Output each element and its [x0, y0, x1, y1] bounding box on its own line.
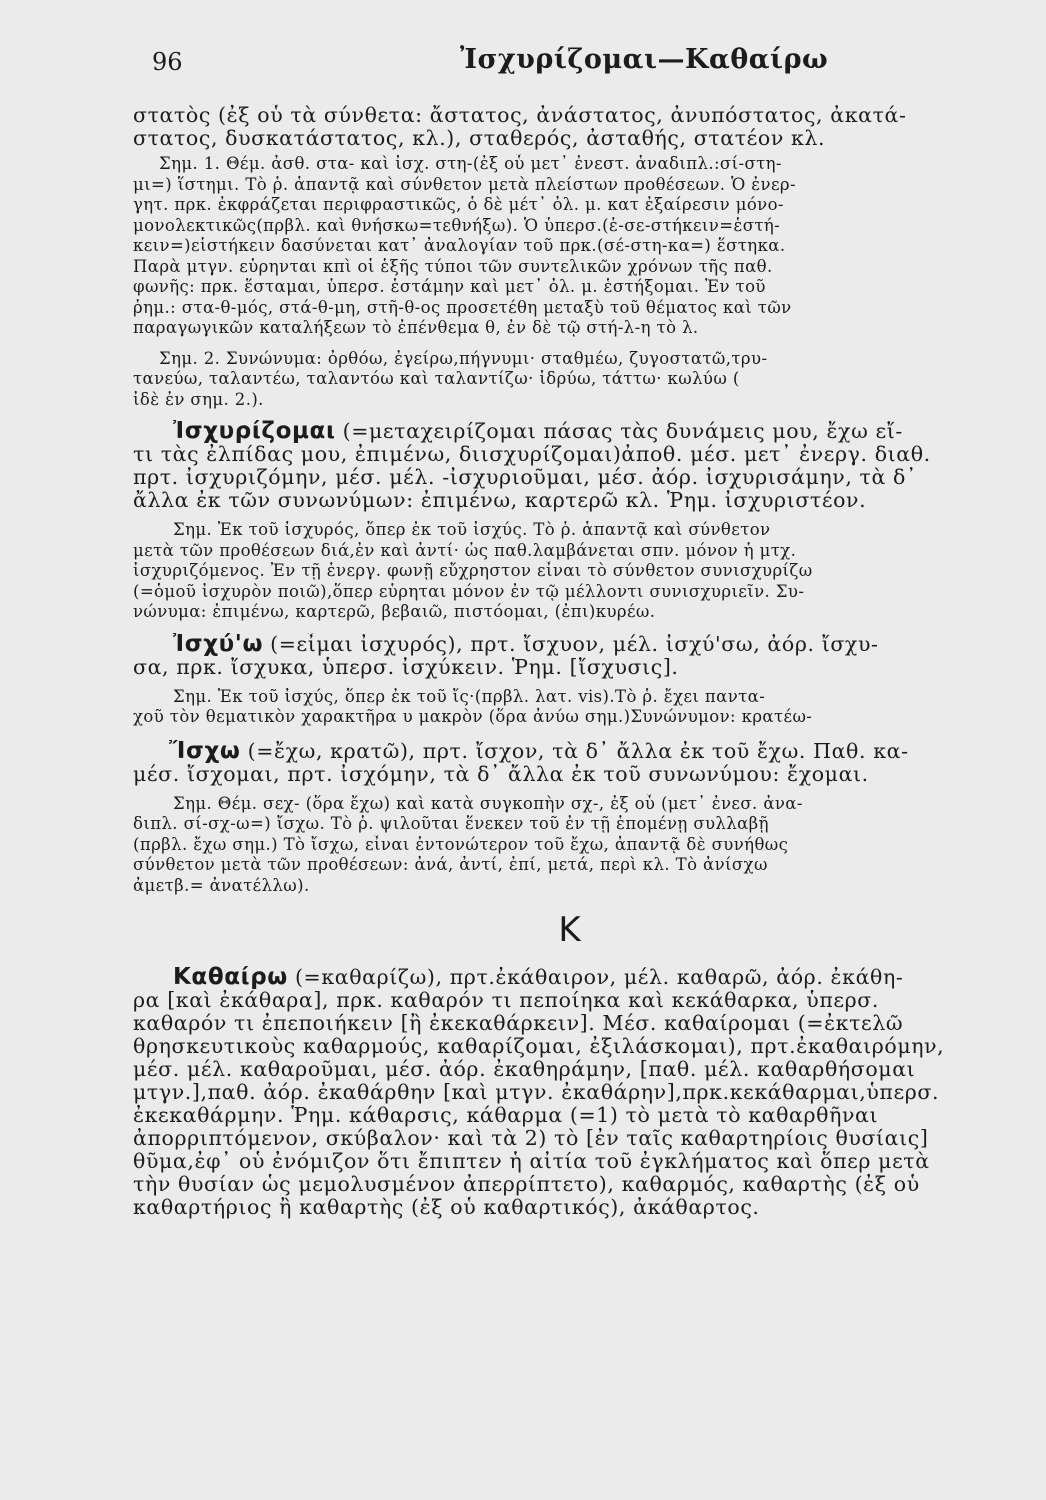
note-line: Σημ. 1. Θέμ. ἀσθ. στα- καὶ ἰσχ. στη-(ἐξ οὗ μετ᾽ ἐνεστ. ἀναδιπλ.:σί-στη- [159, 154, 782, 173]
note-line: (πρβλ. ἔχω σημ.) Τὸ ἴσχω, εἶναι ἐντονώτερον τοῦ ἔχω, ἀπαντᾷ δὲ συνήθως [133, 834, 789, 854]
running-head: Ἰσχυρίζομαι—Καθαίρω [460, 44, 829, 75]
note-line: νώνυμα: ἐπιμένω, καρτερῶ, βεβαιῶ, πιστόομαι, (ἐπι)κυρέω. [133, 602, 656, 621]
entry-first-line [133, 420, 1046, 443]
text-line: θρησκευτικοὺς καθαρμούς, καθαρίζομαι, ἐξιλάσκομαι), πρτ.ἐκαθαιρόμην, [133, 1035, 945, 1058]
note-line: ἰδὲ ἐν σημ. 2.). [133, 389, 264, 409]
entry-ischo [133, 740, 1046, 897]
page-header [0, 44, 1046, 84]
entry-text: (=ἔχω, κρατῶ), πρτ. ἴσχον, τὰ δ᾽ ἄλλα ἐκ τοῦ ἔχω. Παθ. κα- [240, 739, 909, 763]
note-line: χοῦ τὸν θεματικὸν χαρακτῆρα υ μακρὸν (ὅρα ἀνύω σημ.)Συνώνυμον: κρατέω- [133, 707, 813, 726]
note-line: μι=) ἵστημι. Τὸ ῥ. ἁπαντᾷ καὶ σύνθετον μετὰ πλείστων προθέσεων. Ὁ ἐνερ- [133, 174, 796, 194]
text-line: ἀπορριπτόμενον, σκύβαλον· καὶ τὰ 2) τὸ [ἐν ταῖς καθαρτηρίοις θυσίαις] [133, 1127, 929, 1150]
text-line: μτγν.],παθ. ἀόρ. ἐκαθάρθην [καὶ μτγν. ἐκαθάρην],πρκ.κεκάθαρμαι,ὑπερσ. [133, 1081, 940, 1104]
text-line: μέσ. ἴσχομαι, πρτ. ἰσχόμην, τὰ δ᾽ ἄλλα ἐκ τοῦ συνωνύμου: ἔχομαι. [133, 762, 869, 786]
entry-first-line [133, 740, 1046, 763]
note-line: σύνθετον μετὰ τῶν προθέσεων: ἀνά, ἀντί, ἐπί, μετά, περὶ κλ. Τὸ ἀνίσχω [133, 855, 768, 874]
entry-lemma: Ἰσχύ'ω [173, 632, 264, 656]
note-line: τανεύω, ταλαντέω, ταλαντόω καὶ ταλαντίζω· ἱδρύω, τάττω· κωλύω ( [133, 369, 740, 388]
entry-lemma: Καθαίρω [173, 966, 288, 989]
note-line: Σημ. Θέμ. σεχ- (ὅρα ἔχω) καὶ κατὰ συγκοπὴν σχ-, ἐξ οὗ (μετ᾽ ἐνεσ. ἀνα- [173, 793, 803, 813]
note-2 [133, 349, 1046, 411]
entry-first-line [133, 966, 1046, 989]
text-line: τὴν θυσίαν ὡς μεμολυσμένον ἀπερρίπτετο), καθαρμός, καθαρτὴς (ἐξ οὗ [133, 1173, 920, 1196]
text-line: στατὸς (ἐξ οὗ τὰ σύνθετα: ἄστατος, ἀνάστατος, ἀνυπόστατος, ἀκατά- [133, 104, 907, 127]
entry-lemma: Ἴσχω [169, 739, 241, 763]
note-1 [133, 154, 1046, 339]
note-line: ῥημ.: στα-θ-μός, στά-θ-μη, στῆ-θ-ος προσετέθη μεταξὺ τοῦ θέματος καὶ τῶν [133, 297, 792, 317]
entry-kathairo [133, 966, 1046, 1219]
text-line: καθαρτήριος ἢ καθαρτὴς (ἐξ οὗ καθαρτικός), ἀκάθαρτος. [133, 1196, 760, 1219]
text-line: τι τὰς ἐλπίδας μου, ἐπιμένω, διισχυρίζομαι)ἀποθ. μέσ. μετ᾽ ἐνεργ. διαθ. [133, 443, 931, 466]
note-line: Σημ. 2. Συνώνυμα: ὀρθόω, ἐγείρω,πήγνυμι· σταθμέω, ζυγοστατῶ,τρυ- [159, 348, 768, 368]
text-line: ρα [καὶ ἐκάθαρα], πρκ. καθαρόν τι πεποίηκα καὶ κεκάθαρκα, ὑπερσ. [133, 989, 880, 1012]
text-line: μέσ. μέλ. καθαροῦμαι, μέσ. ἀόρ. ἐκαθηράμην, [παθ. μέλ. καθαρθήσομαι [133, 1058, 916, 1081]
note-line: μονολεκτικῶς(πρβλ. καὶ θνήσκω=τεθνήξω). Ὁ ὑπερσ.(ἑ-σε-στήκειν=ἑστή- [133, 215, 781, 235]
entry-continuation [133, 104, 1046, 150]
note-line: ἀμετβ.= ἀνατέλλω). [133, 875, 310, 895]
note-line: γητ. πρκ. ἐκφράζεται περιφραστικῶς, ὁ δὲ μέτ᾽ ὀλ. μ. κατ ἐξαίρεσιν μόνο- [133, 195, 784, 214]
entry-first-line [133, 633, 1046, 656]
text-line: ἄλλα ἐκ τῶν συνωνύμων: ἐπιμένω, καρτερῶ κλ. Ῥημ. ἰσχυριστέον. [133, 489, 867, 512]
page-number: 96 [152, 48, 183, 76]
text-line: ἐκεκαθάρμην. Ῥημ. κάθαρσις, κάθαρμα (=1) τὸ μετὰ τὸ καθαρθῆναι [133, 1104, 879, 1127]
entry-text: (=μεταχειρίζομαι πάσας τὰς δυνάμεις μου, ἔχω εἴ- [335, 420, 903, 443]
note-line: παραγωγικῶν καταλήξεων τὸ ἐπένθεμα θ, ἐν δὲ τῷ στή-λ-η τὸ λ. [133, 318, 699, 337]
entry-ischyrizomai [133, 420, 1046, 623]
text-line: πρτ. ἰσχυριζόμην, μέσ. μέλ. -ἰσχυριοῦμαι, μέσ. ἀόρ. ἰσχυρισάμην, τὰ δ᾽ [133, 466, 917, 489]
note-line: φωνῆς: πρκ. ἕσταμαι, ὑπερσ. ἑστάμην καὶ μετ᾽ ὀλ. μ. ἑστήξομαι. Ἐν τοῦ [133, 277, 766, 296]
note-line: κειν=)εἱστήκειν δασύνεται κατ᾽ ἀναλογίαν τοῦ πρκ.(σέ-στη-κα=) ἕστηκα. [133, 236, 786, 255]
entry-text: (=εἶμαι ἰσχυρός), πρτ. ἴσχυον, μέλ. ἰσχύ'σω, ἀόρ. ἴσχυ- [263, 632, 879, 656]
note-line: διπλ. σί-σχ-ω=) ἴσχω. Τὸ ῥ. ψιλοῦται ἕνεκεν τοῦ ἐν τῇ ἑπομένῃ συλλαβῇ [133, 814, 769, 833]
page-body [133, 104, 1046, 1219]
entry-lemma: Ἰσχυρίζομαι [173, 420, 336, 443]
note-line: (=ὁμοῦ ἰσχυρὸν ποιῶ),ὅπερ εὑρηται μόνον ἐν τῷ μέλλοντι συνισχυριεῖν. Συ- [133, 581, 805, 601]
entry-ischyo [133, 633, 1046, 728]
section-letter: K [558, 910, 581, 950]
entry-text: (=καθαρίζω), πρτ.ἐκάθαιρον, μέλ. καθαρῶ, ἀόρ. ἐκάθη- [287, 966, 904, 989]
text-line: σα, πρκ. ἴσχυκα, ὑπερσ. ἰσχύκειν. Ῥημ. [ἴσχυσις]. [133, 655, 679, 679]
note-line: Σημ. Ἐκ τοῦ ἰσχυρός, ὅπερ ἐκ τοῦ ἰσχύς. Τὸ ῥ. ἁπαντᾷ καὶ σύνθετον [173, 520, 771, 539]
note-line: Σημ. Ἐκ τοῦ ἰσχύς, ὅπερ ἐκ τοῦ ἴς·(πρβλ. λατ. vis).Τὸ ῥ. ἔχει παντα- [173, 686, 766, 706]
note-line: ἰσχυριζόμενος. Ἐν τῇ ἐνεργ. φωνῇ εὔχρηστον εἶναι τὸ σύνθετον συνισχυρίζω [133, 561, 813, 580]
note-line: Παρὰ μτγν. εὑρηνται κπὶ οἱ ἑξῆς τύποι τῶν συντελικῶν χρόνων τῆς παθ. [133, 256, 773, 276]
text-line: θῦμα,ἐφ᾽ οὗ ἐνόμιζον ὅτι ἔπιπτεν ἡ αἰτία τοῦ ἐγκλήματος καὶ ὅπερ μετὰ [133, 1150, 930, 1173]
text-line: καθαρόν τι ἐπεποιήκειν [ἢ ἐκεκαθάρκειν]. Μέσ. καθαίρομαι (=ἐκτελῶ [133, 1012, 904, 1035]
text-line: στατος, δυσκατάστατος, κλ.), σταθερός, ἀσταθής, στατέον κλ. [133, 127, 826, 150]
note-line: μετὰ τῶν προθέσεων διά,ἐν καὶ ἀντί· ὡς παθ.λαμβάνεται σπν. μόνον ἡ μτχ. [133, 540, 797, 560]
